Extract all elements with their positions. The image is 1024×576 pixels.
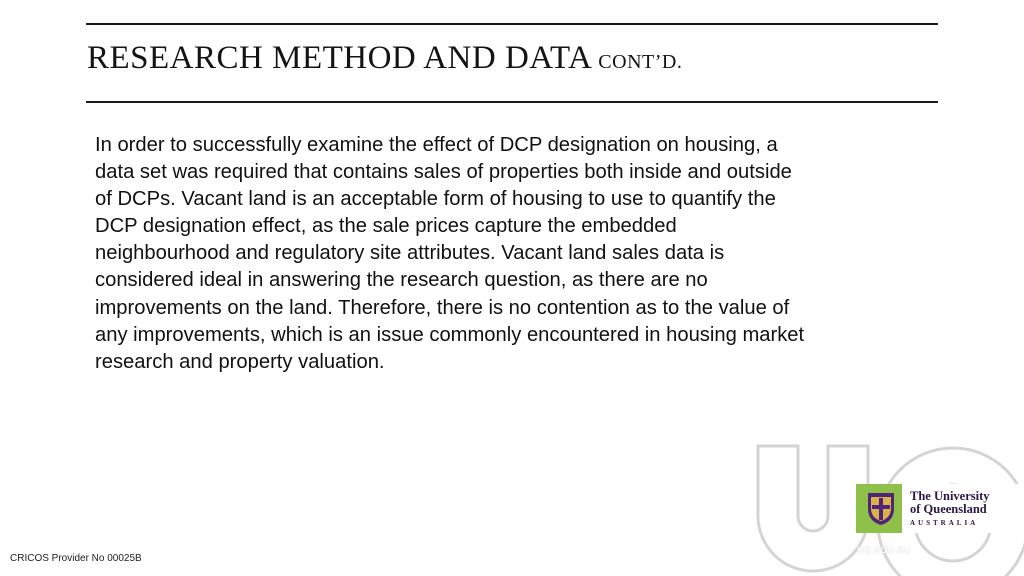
top-rule: [86, 23, 938, 25]
slide-title: [87, 40, 682, 77]
logo-line-1: The University: [910, 489, 990, 503]
paragraph-line: DCP designation effect, as the sale prices capture the embedded: [95, 215, 677, 238]
title-suffix: CONT’D.: [598, 51, 683, 73]
logo-wordmark: [902, 484, 1024, 533]
crest-icon: [866, 491, 896, 527]
title-main: RESEARCH METHOD AND DATA: [87, 40, 593, 76]
logo-line-2: of Queensland: [910, 502, 987, 516]
paragraph-line: neighbourhood and regulatory site attributes. Vacant land sales data is: [95, 242, 725, 265]
paragraph-line: improvements on the land. Therefore, there is no contention as to the value of: [95, 296, 790, 319]
paragraph-line: considered ideal in answering the research question, as there are no: [95, 269, 708, 292]
paragraph-line: data set was required that contains sales of properties both inside and outside: [95, 161, 792, 184]
paragraph-line: In order to successfully examine the effect of DCP designation on housing, a: [95, 134, 778, 156]
uq-logo: [856, 484, 1024, 533]
url-text: uq.edu.au: [857, 542, 911, 556]
paragraph-line: any improvements, which is an issue commonly encountered in housing market: [95, 323, 805, 346]
bottom-rule: [86, 101, 938, 103]
body-paragraph: [95, 132, 915, 376]
cricos-text: CRICOS Provider No 00025B: [10, 553, 142, 564]
paragraph-line: of DCPs. Vacant land is an acceptable form of housing to use to quantify the: [95, 188, 776, 211]
paragraph-line: research and property valuation.: [95, 350, 385, 373]
logo-sub: AUSTRALIA: [910, 519, 979, 527]
